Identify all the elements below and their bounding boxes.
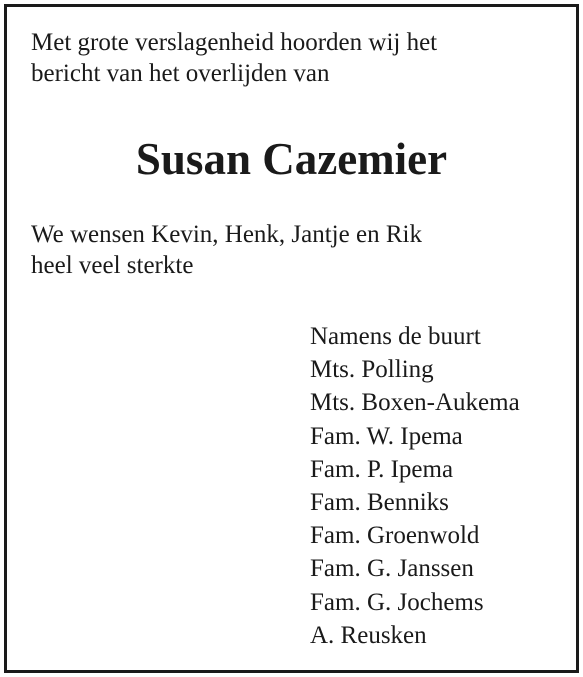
condolence-notice (4, 4, 579, 673)
signer-line: Mts. Polling (310, 356, 434, 384)
signer-line: Fam. G. Janssen (310, 555, 474, 583)
deceased-name: Susan Cazemier (135, 134, 448, 184)
signer-line: Fam. G. Jochems (310, 588, 484, 616)
signer-line: Fam. Groenwold (310, 522, 480, 550)
signer-line: Fam. Benniks (310, 489, 449, 517)
intro-line: Met grote verslagenheid hoorden wij het (31, 29, 438, 56)
signer-line: Namens de buurt (310, 323, 481, 350)
signer-line: Mts. Boxen-Aukema (310, 389, 520, 417)
signer-line: Fam. W. Ipema (310, 422, 463, 450)
wish-line: We wensen Kevin, Henk, Jantje en Rik (31, 221, 422, 248)
wish-line: heel veel sterkte (31, 252, 194, 279)
signers-list (310, 320, 520, 652)
intro-text (31, 27, 437, 89)
signer-line: A. Reusken (310, 621, 427, 649)
signer-line: Fam. P. Ipema (310, 455, 454, 483)
wish-text (31, 219, 422, 281)
intro-line: bericht van het overlijden van (31, 60, 330, 87)
